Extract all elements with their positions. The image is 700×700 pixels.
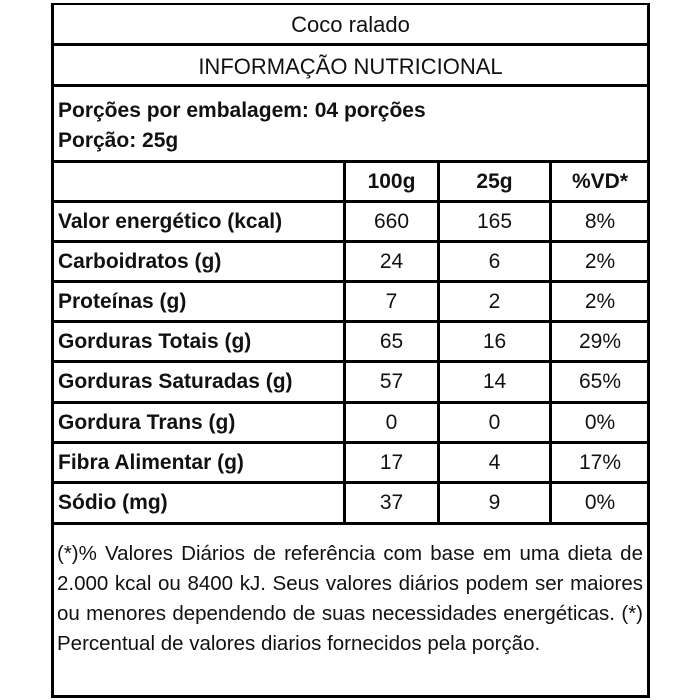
value-100g: 37: [379, 491, 404, 514]
divider: [54, 43, 647, 46]
value-vd: 65%: [578, 370, 622, 393]
value-25g: 9: [488, 491, 501, 514]
nutrient-name: Fibra Alimentar (g): [58, 450, 244, 474]
value-25g: 165: [476, 209, 513, 233]
nutrient-name: Sódio (mg): [58, 491, 168, 514]
value-25g: 0: [488, 410, 501, 434]
value-25g: 16: [482, 329, 507, 353]
value-100g: 65: [379, 329, 404, 353]
column-header-25g: 25g: [476, 169, 513, 193]
value-25g: 14: [482, 370, 507, 393]
value-100g: 0: [385, 410, 398, 434]
value-25g: 2: [488, 289, 501, 313]
value-vd: 2%: [584, 289, 616, 313]
value-100g: 7: [385, 289, 398, 313]
nutrition-header: INFORMAÇÃO NUTRICIONAL: [198, 54, 503, 79]
product-title: Coco ralado: [291, 12, 410, 37]
divider: [54, 84, 647, 87]
nutrient-name: Carboidratos (g): [58, 249, 222, 273]
nutrient-name: Valor energético (kcal): [58, 209, 283, 233]
value-vd: 29%: [578, 329, 622, 353]
nutrient-name: Gorduras Totais (g): [58, 329, 252, 353]
footnote: (*)% Valores Diários de referência com base em uma dieta de 2.000 kcal ou 8400 kJ. Seus valores diários podem ser maiores ou menores dependendo de suas necessidades energéticas. (*) Percentual de valores diarios fornecidos pela porção.: [57, 542, 643, 655]
value-vd: 0%: [584, 491, 616, 514]
servings-info: [58, 91, 647, 161]
value-100g: 17: [379, 450, 404, 474]
column-header-vd: %VD*: [571, 169, 629, 193]
nutrition-facts-label: [51, 3, 650, 698]
value-100g: 24: [379, 249, 404, 273]
column-header-nutrient: [54, 163, 343, 200]
value-25g: 6: [488, 249, 501, 273]
nutrient-name: Gordura Trans (g): [58, 410, 236, 434]
value-vd: 8%: [584, 209, 616, 233]
serving-size: Porção: 25g: [58, 129, 179, 152]
nutrient-name: Proteínas (g): [58, 289, 187, 313]
column-header-100g: 100g: [367, 169, 416, 193]
value-vd: 0%: [584, 410, 616, 434]
value-100g: 57: [379, 370, 404, 393]
value-vd: 17%: [578, 450, 622, 474]
divider: [54, 522, 647, 525]
nutrient-name: Gorduras Saturadas (g): [58, 370, 293, 393]
value-100g: 660: [373, 209, 410, 233]
value-25g: 4: [488, 450, 501, 474]
servings-per-package: Porções por embalagem: 04 porções: [58, 99, 426, 122]
value-vd: 2%: [584, 249, 616, 273]
